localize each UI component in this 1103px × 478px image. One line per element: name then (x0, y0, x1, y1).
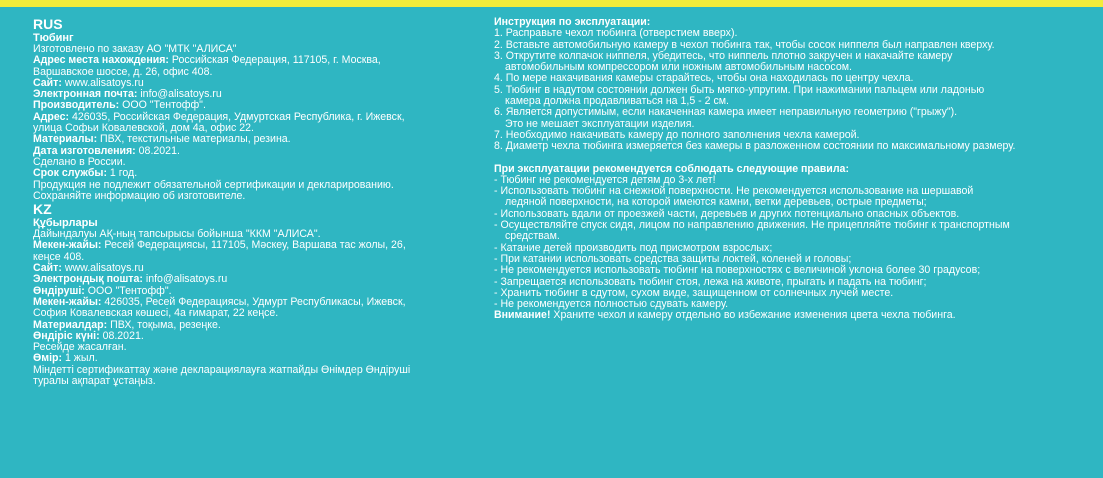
instruction-item: 5. Тюбинг в надутом состоянии должен быть мягко-упругим. При нажимании пальцем или ладонью (494, 83, 985, 96)
rus-address-value: Российская Федерация, 117105, г. Москва, (168, 54, 381, 67)
instruction-item-cont: автомобильным компрессором или ножным автомобильным насосом. (505, 61, 852, 74)
instruction-item-cont: камера должна продавливаться на 1,5 - 2 см. (505, 95, 729, 108)
kz-life-label: Өмір: (33, 352, 63, 365)
kz-materials-label: Материалдар: (33, 318, 108, 331)
rule-item-cont: ледяной поверхности, на которой имеются камни, ветки деревьев, острые предметы; (505, 196, 927, 209)
rus-maker-address-label: Адрес: (33, 110, 70, 123)
instruction-item: 3. Открутите колпачок ниппеля, убедитесь, что ниппель плотно закручен и накачайте камеру (494, 49, 953, 62)
kz-site-value: www.alisatoys.ru (61, 262, 144, 275)
kz-maker-address-label: Мекен-жайы: (33, 295, 102, 308)
instruction-item: 4. По мере накачивания камеры старайтесь, чтобы она находилась по центру чехла. (494, 72, 914, 85)
warning-line (494, 310, 1094, 321)
kz-date-label: Өндіріс күні: (33, 329, 100, 342)
rule-item: - При катании использовать средства защиты локтей, коленей и головы; (494, 252, 852, 265)
kz-email-label: Электрондық пошта: (33, 273, 143, 286)
warning-label: Внимание! (494, 309, 551, 322)
kz-address-value: Ресей Федерациясы, 117105, Мәскеу, Варшава тас жолы, 26, (101, 239, 406, 252)
instructions-title: Инструкция по эксплуатации: (494, 16, 651, 28)
instruction-item: 1. Расправьте чехол тюбинга (отверстием вверх). (494, 27, 738, 40)
rule-item: - Не рекомендуется использовать тюбинг на поверхностях с величиной уклона более 30 градусов; (494, 264, 981, 277)
kz-address (33, 240, 473, 251)
kz-date-value: 08.2021. (99, 329, 144, 342)
rus-date-label: Дата изготовления: (33, 144, 136, 157)
rus-language-heading: RUS (33, 16, 63, 32)
rule-item: - Хранить тюбинг в сдутом, сухом виде, защищенном от солнечных лучей месте. (494, 286, 894, 299)
instruction-item: 2. Вставьте автомобильную камеру в чехол тюбинга так, чтобы сосок ниппеля был направлен кверху. (494, 38, 995, 51)
instructions-column (494, 17, 1094, 322)
top-accent-bar (0, 0, 1103, 7)
rus-maker-address-cont: улица Софьи Ковалевской, дом 4а, офис 22. (33, 122, 254, 135)
rus-site-value: www.alisatoys.ru (61, 76, 144, 89)
rus-product-name: Тюбинг (33, 32, 74, 44)
rus-email-label: Электронная почта: (33, 88, 138, 101)
rus-address-label: Адрес места нахождения: (33, 54, 169, 67)
kz-cert-note: Міндетті сертификаттау және декларациялауға жатпайды Өнімдер Өндіруші (33, 363, 411, 376)
kz-life-value: 1 жыл. (62, 352, 98, 365)
rus-materials-label: Материалы: (33, 133, 98, 146)
kz-materials-value: ПВХ, тоқыма, резеңке. (107, 318, 221, 331)
rules-title: При эксплуатации рекомендуется соблюдать следующие правила: (494, 162, 849, 175)
manufacturer-info-column (33, 17, 473, 387)
kz-maker-address-cont: София Ковалевская көшесі, 4а ғимарат, 22 кеңсе. (33, 307, 279, 320)
rus-date-value: 08.2021. (135, 144, 180, 157)
warning-text: Храните чехол и камеру отдельно во избежание изменения цвета чехла тюбинга. (550, 309, 956, 322)
kz-language-heading: KZ (33, 201, 52, 218)
rule-item: - Использовать тюбинг на снежной поверхности. Не рекомендуется использование на шершавой (494, 185, 974, 198)
rus-maker-value: ООО "Тентофф". (119, 99, 206, 112)
kz-cert-note-cont: туралы ақпарат ұстаңыз. (33, 375, 156, 388)
rus-site-label: Сайт: (33, 76, 62, 89)
rus-address-cont: Варшавское шоссе, д. 26, офис 408. (33, 65, 213, 78)
rus-life (33, 168, 473, 179)
rule-item: - Использовать вдали от проезжей части, деревьев и других потенциально опасных объектов. (494, 207, 960, 220)
rus-cert-note: Продукция не подлежит обязательной сертификации и декларированию. (33, 178, 394, 191)
rus-made-for: Изготовлено по заказу АО "МТК "АЛИСА" (33, 43, 237, 55)
kz-address-label: Мекен-жайы: (33, 239, 102, 252)
kz-made-for: Дайындалуы АҚ-ның тапсырысы бойынша "ККМ "АЛИСА". (33, 228, 321, 241)
kz-email-value: info@alisatoys.ru (142, 273, 228, 286)
kz-address-cont: кеңсе 408. (33, 250, 85, 263)
rus-life-value: 1 год. (106, 167, 138, 180)
instruction-item: 7. Необходимо накачивать камеру до полного заполнения чехла камерой. (494, 128, 860, 141)
rus-country: Сделано в России. (33, 155, 126, 168)
rus-keep-info: Сохраняйте информацию об изготовителе. (33, 189, 246, 202)
kz-maker-value: ООО "Тентофф". (84, 284, 172, 297)
rus-materials-value: ПВХ, текстильные материалы, резина. (97, 133, 291, 146)
instruction-item: 8. Диаметр чехла тюбинга измеряется без камеры в разложенном состоянии по максимальному размеру. (494, 140, 1016, 153)
kz-maker-label: Өндіруші: (33, 284, 85, 297)
rus-email-value: info@alisatoys.ru (137, 88, 222, 101)
rus-maker-address-value: 426035, Российская Федерация, Удмуртская Республика, г. Ижевск, (69, 110, 405, 123)
rule-item-cont: средствам. (505, 230, 560, 243)
instruction-item: 6. Является допустимым, если накаченная камера имеет неправильную геометрию ("грыжу"). (494, 106, 958, 119)
rule-item: - Запрещается использовать тюбинг стоя, лежа на животе, прыгать и падать на тюбинг; (494, 275, 927, 288)
kz-country: Ресейде жасалған. (33, 341, 127, 354)
rus-life-label: Срок службы: (33, 167, 107, 180)
rule-item: - Не рекомендуется полностью сдувать камеру. (494, 298, 729, 311)
rus-maker-label: Производитель: (33, 99, 120, 112)
rule-item: - Тюбинг не рекомендуется детям до 3-х лет! (494, 173, 716, 186)
rule-item: - Катание детей производить под присмотром взрослых; (494, 241, 773, 254)
kz-site-label: Сайт: (33, 262, 62, 275)
kz-product-name: Құбырлары (33, 217, 98, 230)
kz-maker-address-value: 426035, Ресей Федерациясы, Удмурт Республикасы, Ижевск, (101, 295, 406, 308)
section-spacer (494, 153, 1094, 164)
instruction-item-cont: Это не мешает эксплуатации изделия. (505, 117, 695, 130)
rus-address (33, 55, 473, 66)
rule-item: - Осуществляйте спуск сидя, лицом по направлению движения. Не прицепляйте тюбинг к транспортным (494, 219, 1010, 232)
